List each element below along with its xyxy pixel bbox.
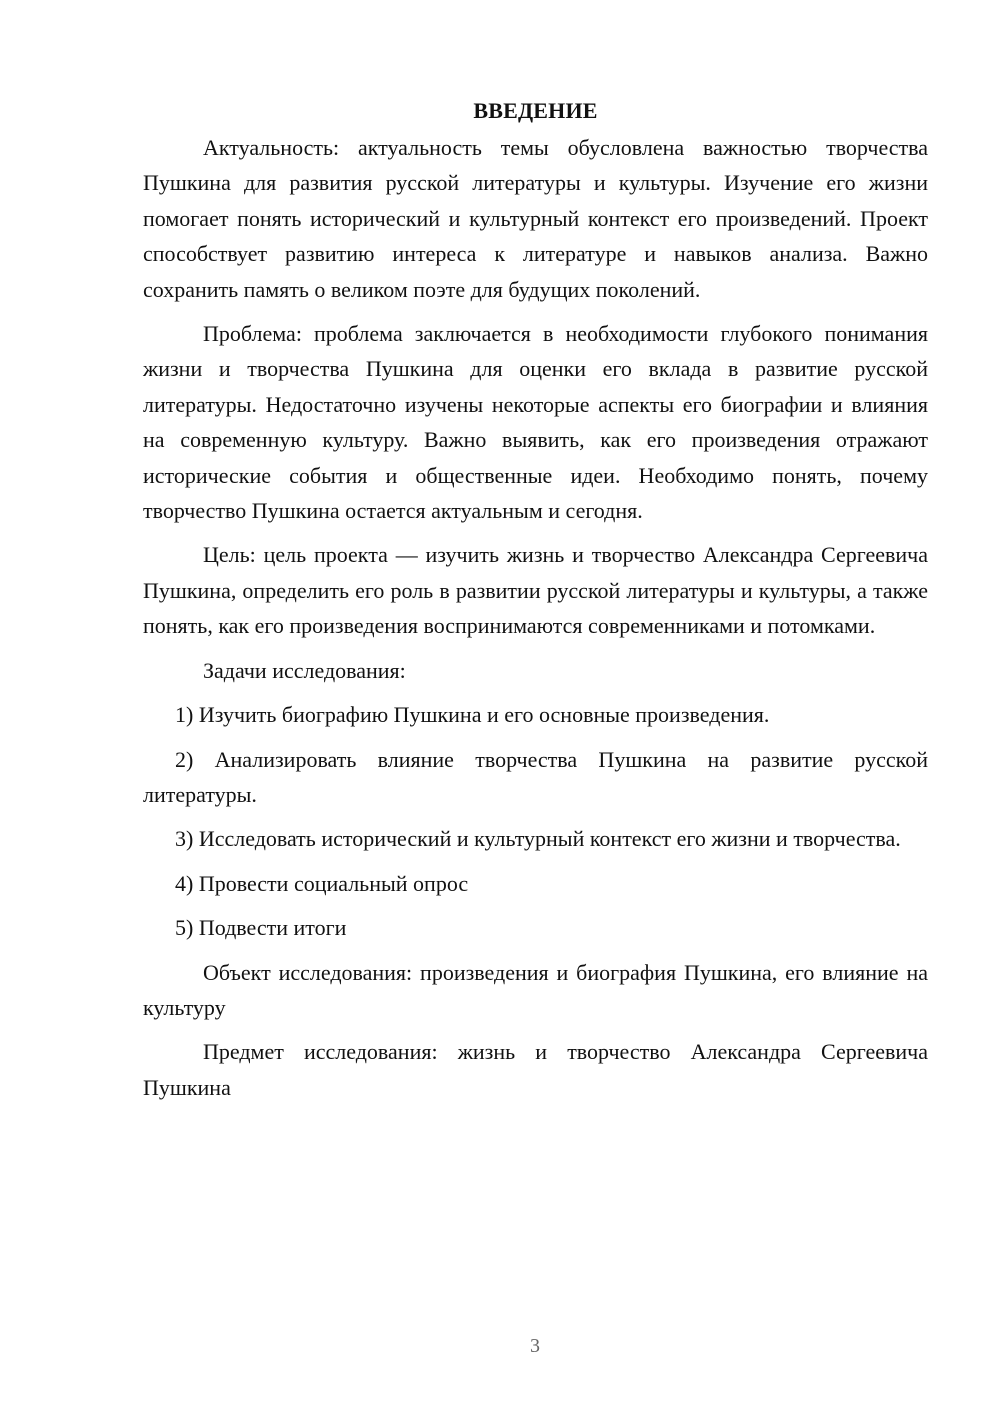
goal-paragraph: Цель: цель проекта — изучить жизнь и творчество Александра Сергеевича Пушкина, определить его роль в развитии русской литературы и культуры, а также понять, как его произведения воспринимаются современниками и потомками. — [143, 542, 928, 639]
subject-paragraph: Предмет исследования: жизнь и творчество Александра Сергеевича Пушкина — [143, 1039, 928, 1100]
task-item-5: 5) Подвести итоги — [175, 915, 347, 941]
page-number: 3 — [530, 1335, 540, 1357]
problem-paragraph: Проблема: проблема заключается в необходимости глубокого понимания жизни и творчества Пушкина для оценки его вклада в развитие русской литературы. Недостаточно изучены некоторые аспекты его биографии и влияния на современную культуру. Важно выявить, как его произведения отражают исторические события и общественные идеи. Необходимо понять, почему творчество Пушкина остается актуальным и сегодня. — [143, 321, 928, 524]
object-paragraph: Объект исследования: произведения и биография Пушкина, его влияние на культуру — [143, 959, 928, 1020]
task-item-4: 4) Провести социальный опрос — [175, 870, 469, 896]
relevance-paragraph: Актуальность: актуальность темы обусловлена важностью творчества Пушкина для развития русской литературы и культуры. Изучение его жизни помогает понять исторический и культурный контекст его произведений. Проект способствует развитию интереса к литературе и навыков анализа. Важно сохранить память о великом поэте для будущих поколений. — [143, 135, 928, 302]
section-heading: ВВЕДЕНИЕ — [473, 98, 598, 123]
tasks-title: Задачи исследования: — [203, 657, 406, 683]
document-page — [143, 95, 928, 1114]
task-item-1: 1) Изучить биографию Пушкина и его основные произведения. — [175, 702, 770, 728]
task-item-3: 3) Исследовать исторический и культурный контекст его жизни и творчества. — [175, 826, 901, 852]
task-item-2: 2) Анализировать влияние творчества Пушкина на развитие русской литературы. — [143, 746, 928, 807]
